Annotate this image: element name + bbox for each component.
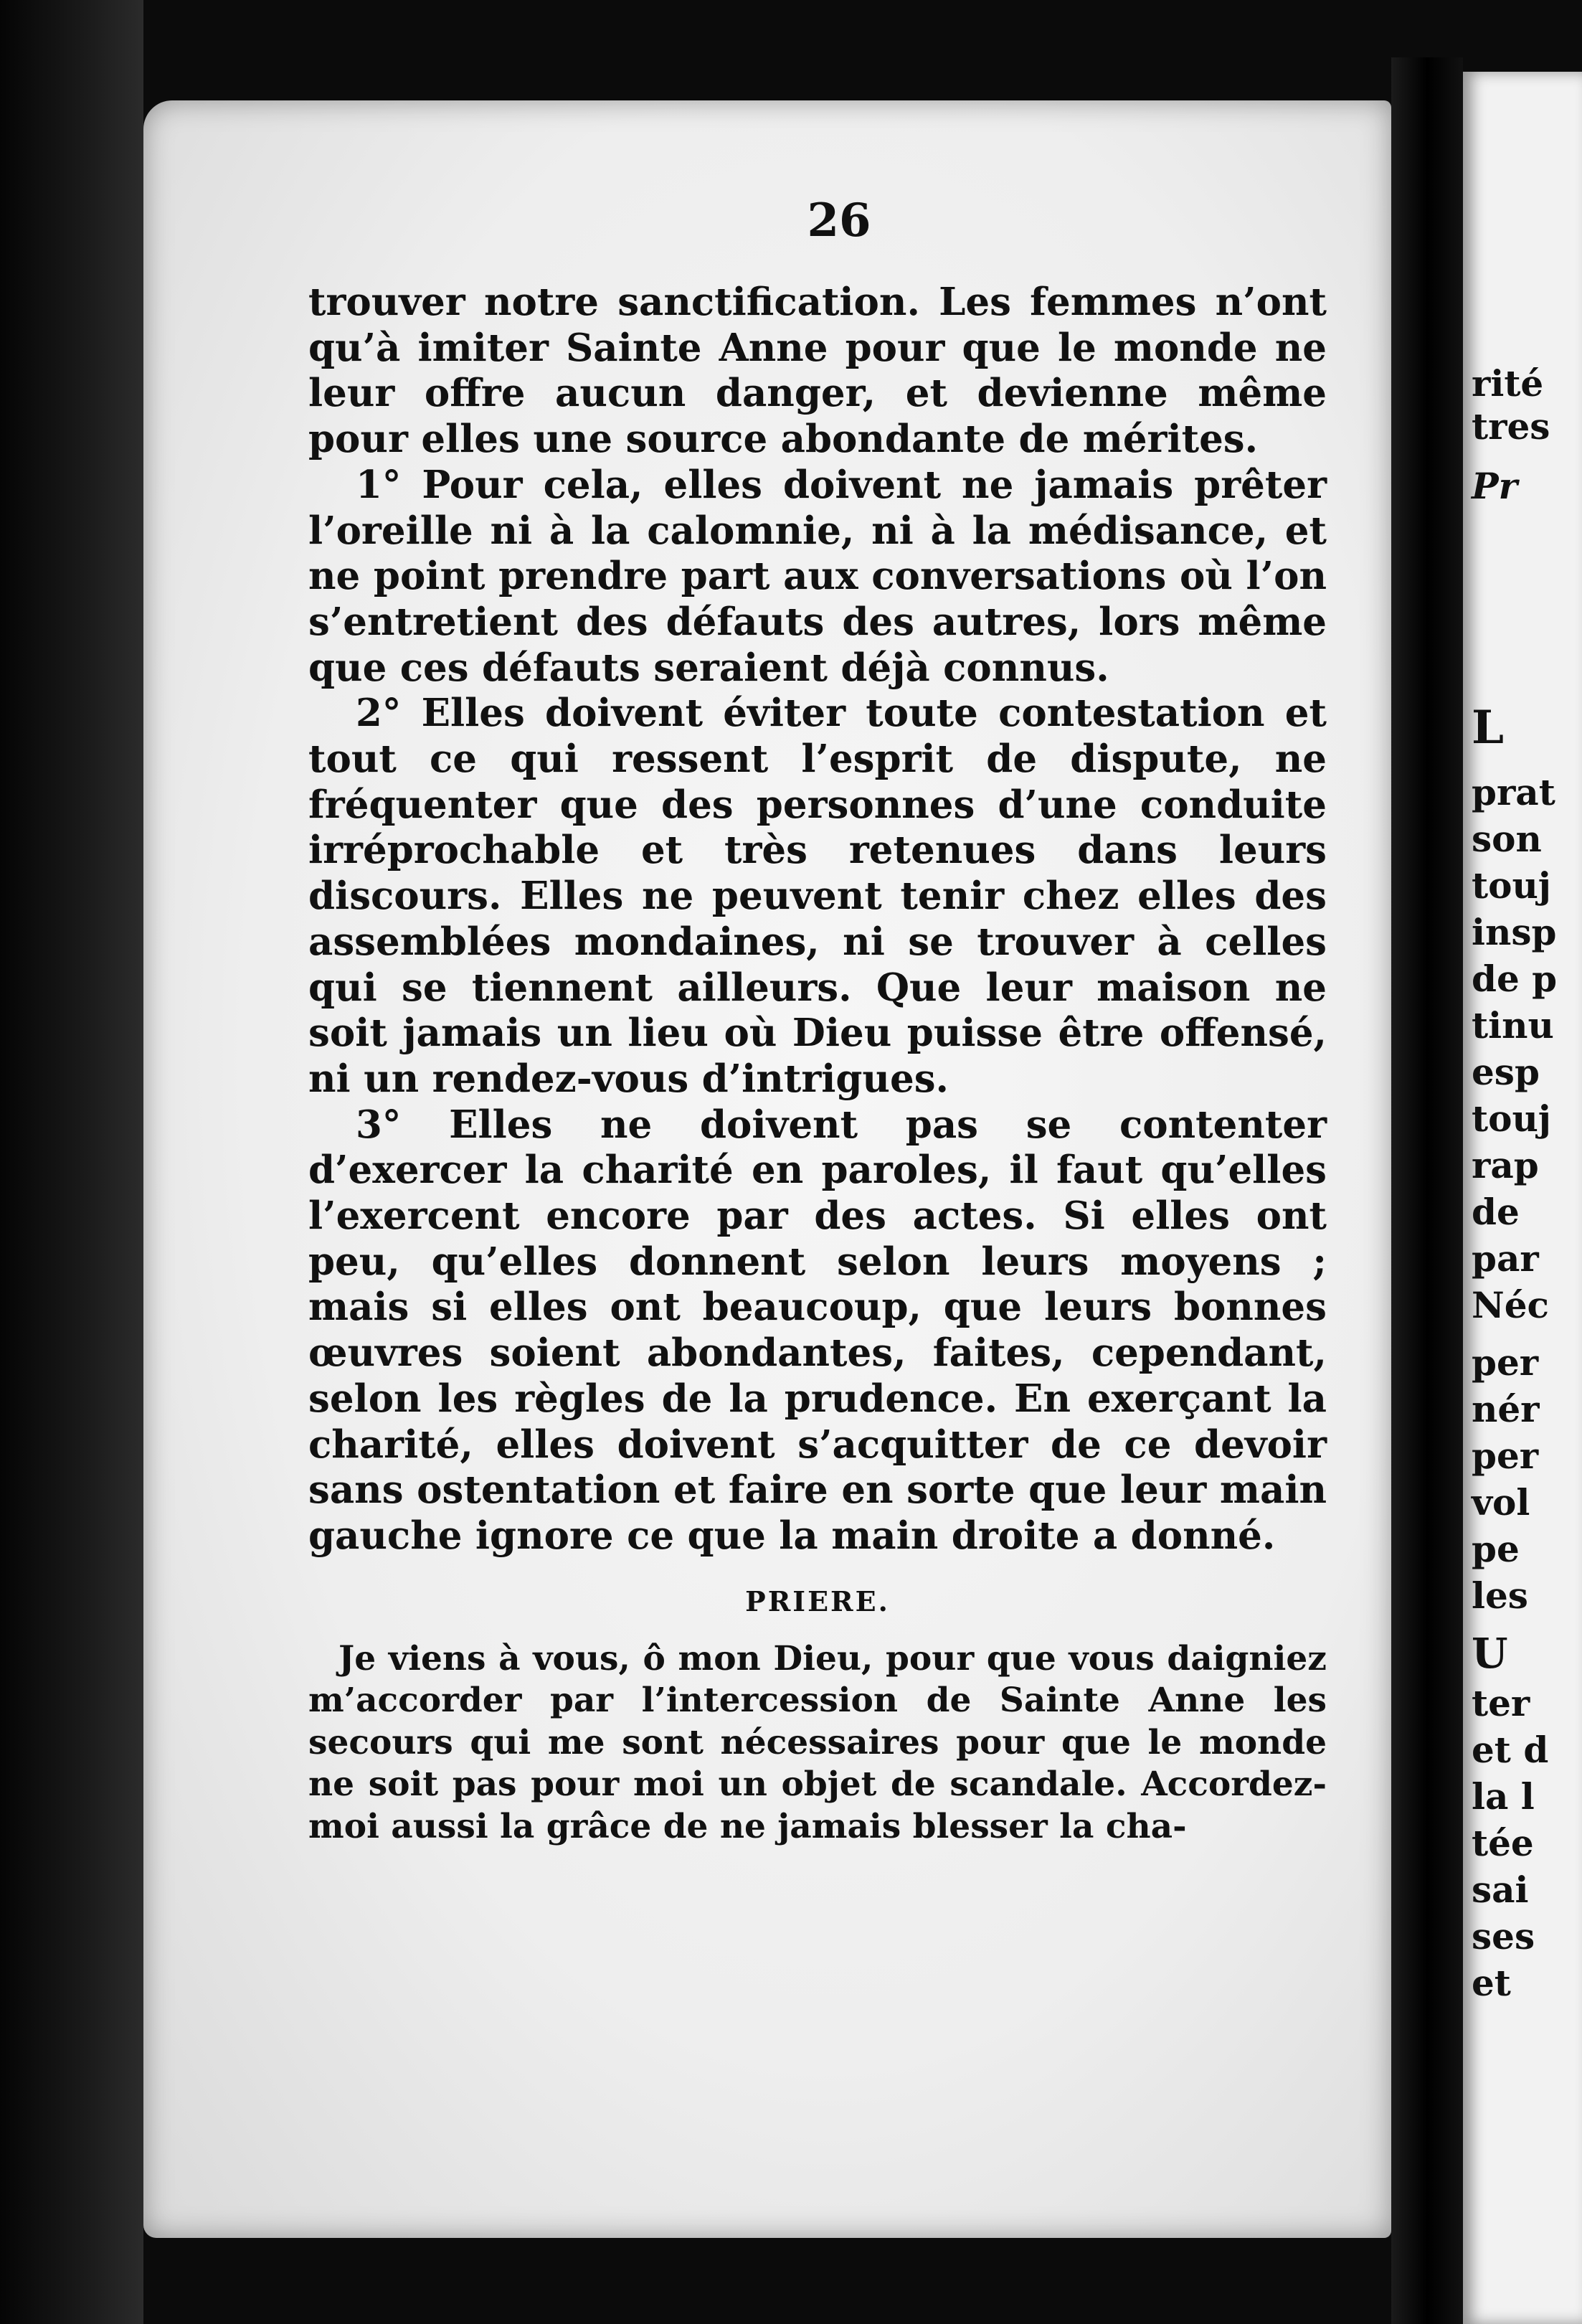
adjacent-fragment: tres <box>1472 405 1550 448</box>
adjacent-fragment: L <box>1472 701 1504 755</box>
adjacent-fragment: Pr <box>1472 465 1517 507</box>
adjacent-fragment: prat <box>1472 771 1555 813</box>
adjacent-fragment: rité <box>1472 362 1544 405</box>
adjacent-fragment: rap <box>1472 1144 1539 1186</box>
left-binding-shadow <box>0 0 143 2324</box>
paragraph-point-3: 3° Elles ne doivent pas se contenter d’exercer la charité en paroles, il faut qu’elles l’exercent encore par des actes. Si elles ont peu, qu’elles donnent selon leurs moyens ; mais si elles ont beaucoup, que leurs bonnes œuvres soient abondantes, faites, cependant, selon les règles de la prudence. En exerçant la charité, elles doivent s’acquitter de ce devoir sans ostentation et faire en sorte que leur main gauche ignore ce que la main droite a donné. <box>308 1102 1327 1558</box>
adjacent-fragment: ses <box>1472 1915 1535 1957</box>
adjacent-fragment: per <box>1472 1435 1539 1477</box>
adjacent-fragment: U <box>1472 1629 1508 1678</box>
prayer-heading: PRIERE. <box>745 1584 890 1617</box>
page-number: 26 <box>807 194 871 247</box>
paragraph-point-1: 1° Pour cela, elles doivent ne jamais prêter l’oreille ni à la calomnie, ni à la médisance, et ne point prendre part aux conversations où l’on s’entretient des défauts des autres, lors même que ces défauts seraient déjà connus. <box>308 462 1327 690</box>
prayer-text: Je viens à vous, ô mon Dieu, pour que vous daigniez m’accorder par l’intercession de Sainte Anne les secours qui me sont nécessaires pour que le monde ne soit pas pour moi un objet de scandale. Accordez-moi aussi la grâce de ne jamais blesser la cha- <box>308 1638 1327 1846</box>
adjacent-fragment: touj <box>1472 1097 1551 1140</box>
adjacent-fragment: la l <box>1472 1775 1535 1818</box>
page-body <box>308 280 1327 1848</box>
adjacent-fragment: les <box>1472 1574 1528 1617</box>
adjacent-fragment: nér <box>1472 1388 1540 1430</box>
paragraph-opening: trouver notre sanctification. Les femmes n’ont qu’à imiter Sainte Anne pour que le monde ne leur offre aucun danger, et devienne même pour elles une source abondante de mérites. <box>308 280 1327 462</box>
adjacent-fragment: pe <box>1472 1528 1520 1570</box>
paragraph-point-2: 2° Elles doivent éviter toute contestation et tout ce qui ressent l’esprit de dispute, ne fréquenter que des personnes d’une conduite irréprochable et très retenues dans leurs discours. Elles ne peuvent tenir chez elles des assemblées mondaines, ni se trouver à celles qui se tiennent ailleurs. Que leur maison ne soit jamais un lieu où Dieu puisse être offensé, ni un rendez-vous d’intrigues. <box>308 691 1327 1101</box>
adjacent-fragment: et <box>1472 1962 1511 2004</box>
adjacent-fragment: tée <box>1472 1822 1534 1864</box>
adjacent-fragment: son <box>1472 818 1542 860</box>
adjacent-fragment: touj <box>1472 864 1551 907</box>
adjacent-fragment: per <box>1472 1341 1539 1384</box>
adjacent-fragment: Néc <box>1472 1284 1549 1326</box>
adjacent-fragment: sai <box>1472 1869 1529 1911</box>
adjacent-fragment: de p <box>1472 958 1558 1000</box>
adjacent-fragment: de <box>1472 1191 1520 1233</box>
adjacent-fragment: et d <box>1472 1729 1549 1771</box>
adjacent-fragment: ter <box>1472 1682 1530 1724</box>
adjacent-fragment: par <box>1472 1237 1539 1280</box>
adjacent-page-edge <box>1463 72 1582 2324</box>
adjacent-fragment: insp <box>1472 911 1557 953</box>
adjacent-fragment: esp <box>1472 1051 1540 1093</box>
adjacent-fragment: vol <box>1472 1481 1530 1524</box>
book-gutter <box>1391 57 1463 2324</box>
adjacent-fragment: tinu <box>1472 1004 1554 1047</box>
